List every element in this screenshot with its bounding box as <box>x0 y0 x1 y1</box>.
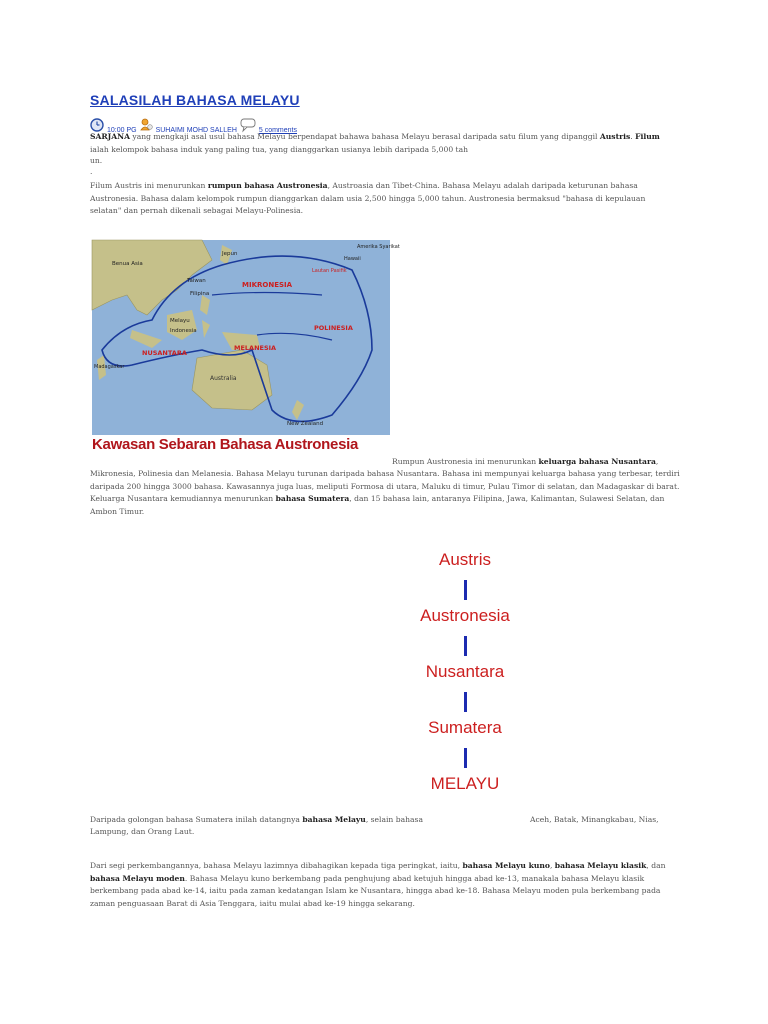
paragraph-sumatera-tail: Lampung, dan Orang Laut. <box>90 827 195 836</box>
paragraph-perkembangan: Dari segi perkembangannya, bahasa Melayu lazimnya dibahagikan kepada tiga peringkat, iaitu, bahasa Melayu kuno, bahasa Melayu klasik, dan bahasa Melayu moden. Bahasa Melayu kuno berkembang pada penghujung abad ketujuh hingga abad ke-13, manakala bahasa Melayu klasik berkembang pada abad ke-14, iaitu pada zaman kedatangan Islam ke Nusantara, hingga abad ke-18. Bahasa Melayu moden pula berkembang pada zaman penguasaan Barat di Asia Tenggara, iaitu mulai abad ke-19 hingga sekarang. <box>90 861 666 908</box>
paragraph-sumatera: Daripada golongan bahasa Sumatera inilah datangnya bahasa Melayu, selain bahasa <box>90 815 423 824</box>
map-label-lautan-pasifik: Lautan Pasifik <box>312 268 347 274</box>
map-label-australia: Australia <box>210 375 237 382</box>
tree-connector <box>464 580 467 600</box>
map-label-hawaii: Hawaii <box>344 256 361 262</box>
post-author[interactable]: SUHAIMI MOHD SALLEH <box>155 127 237 134</box>
map-label-melanesia: MELANESIA <box>234 344 277 352</box>
austronesia-map <box>92 240 400 435</box>
map-caption: Kawasan Sebaran Bahasa Austronesia <box>92 436 359 453</box>
map-label-taiwan: Taiwan <box>187 278 206 284</box>
comments-link[interactable]: 5 comments <box>258 127 297 134</box>
tree-connector <box>464 748 467 768</box>
language-tree <box>410 540 520 800</box>
map-label-madagaskar: Madagaskar <box>94 364 125 370</box>
post-title[interactable]: SALASILAH BAHASA MELAYU <box>90 92 300 108</box>
paragraph-sumatera-list: Aceh, Batak, Minangkabau, Nias, <box>530 815 659 824</box>
map-label-polinesia: POLINESIA <box>314 324 353 332</box>
paragraph-intro-tail: un. <box>90 156 103 165</box>
map-label-amerika: Amerika Syarikat <box>357 244 400 250</box>
tree-node-sumatera: Sumatera <box>428 718 502 737</box>
paragraph-intro: SARJANA yang mengkaji asal usul bahasa Melayu berpendapat bahawa bahasa Melayu berasal daripada satu filum yang dipanggil Austris. Filum ialah kelompok bahasa induk yang paling tua, yang dianggarkan usianya lebih daripada 5,000 tah <box>90 132 660 154</box>
paragraph-rumpun-body: Mikronesia, Polinesia dan Melanesia. Bahasa Melayu turunan daripada bahasa Nusantara. Bahasa ini mempunyai keluarga bahasa yang terbesar, terdiri daripada 200 hingga 3000 bahasa. Kawasannya juga luas, meliputi Formosa di utara, Maluku di timur, Pulau Timor di selatan, dan Madagaskar di barat. <box>90 469 680 491</box>
paragraph-filum: Filum Austris ini menurunkan rumpun bahasa Austronesia, Austroasia dan Tibet-China. Bahasa Melayu adalah daripada keturunan bahasa Austronesia. Bahasa dalam kelompok rumpun dianggarkan dalam usia 2,500 hingga 5,000 tahun. Austronesia bermaksud "bahasa di kepulauan selatan" dan pernah dikenali sebagai Melayu-Polinesia. <box>90 181 646 215</box>
tree-node-austronesia: Austronesia <box>420 606 510 625</box>
map-label-indonesia: Indonesia <box>170 328 197 334</box>
paragraph-dot: . <box>90 167 93 176</box>
paragraph-keluarga: Keluarga Nusantara kemudiannya menurunkan bahasa Sumatera, dan 15 bahasa lain, antaranya Filipina, Jawa, Kalimantan, Sulawesi Selatan, dan Ambon Timur. <box>90 494 665 516</box>
tree-node-nusantara: Nusantara <box>425 662 505 681</box>
map-label-new-zealand: New Zealand <box>287 421 324 427</box>
map-label-benua-asia: Benua Asia <box>112 261 143 267</box>
map-label-jepun: Jepun <box>222 251 238 257</box>
map-label-nusantara: NUSANTARA <box>142 349 187 357</box>
paragraph-rumpun-start: Rumpun Austronesia ini menurunkan keluarga bahasa Nusantara, <box>392 457 659 466</box>
tree-node-austris: Austris <box>439 550 491 569</box>
map-label-filipina: Filipina <box>190 291 210 297</box>
map-label-mikronesia: MIKRONESIA <box>242 281 293 289</box>
tree-connector <box>464 636 467 656</box>
post-time: 10:00 PG <box>107 127 137 134</box>
map-label-melayu: Melayu <box>170 318 190 324</box>
tree-node-melayu: MELAYU <box>430 774 500 793</box>
tree-connector <box>464 692 467 712</box>
